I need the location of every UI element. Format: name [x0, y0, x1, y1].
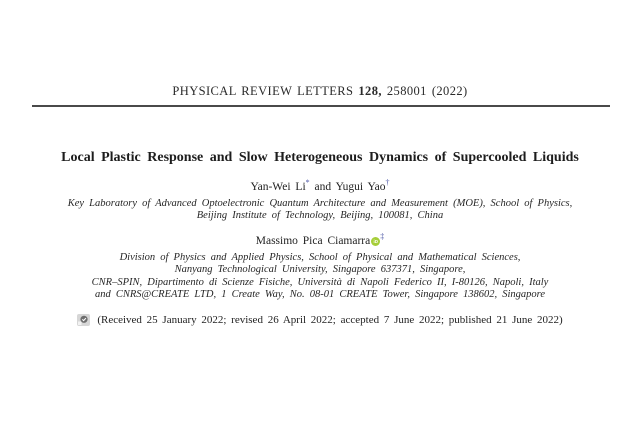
affiliation-line: Division of Physics and Applied Physics, School of Physical and Mathematical Sciences, — [119, 252, 521, 263]
header-divider-rule — [32, 105, 610, 107]
footnote-mark-dagger[interactable]: † — [385, 178, 390, 188]
footnote-mark-double-dagger[interactable]: ‡ — [380, 232, 385, 242]
affiliation-line: Beijing Institute of Technology, Beijing, 100081, China — [196, 210, 444, 222]
journal-volume: 128, — [358, 84, 382, 98]
journal-name: PHYSICAL REVIEW LETTERS — [172, 84, 359, 98]
authors-line-2 — [0, 232, 640, 247]
footnote-mark-asterisk[interactable]: * — [305, 178, 310, 188]
authors-conjunction: and — [309, 181, 336, 193]
orcid-icon[interactable]: iD — [371, 237, 380, 246]
affiliation-block-2 — [0, 252, 640, 301]
history-line — [0, 314, 640, 326]
affiliation-line: Key Laboratory of Advanced Optoelectronic Quantum Architecture and Measurement (MOE), School of Physics, — [67, 198, 573, 209]
author-yan-wei-li: Yan-Wei Li — [250, 181, 306, 193]
history-text: (Received 25 January 2022; revised 26 April 2022; accepted 7 June 2022; published 21 June 2022) — [97, 314, 563, 326]
affiliation-line: and CNRS@CREATE LTD, 1 Create Way, No. 08-01 CREATE Tower, Singapore 138602, Singapore — [94, 288, 546, 300]
affiliation-line: CNR–SPIN, Dipartimento di Scienze Fisiche, Università di Napoli Federico II, I-80126, Napoli, Italy — [91, 276, 549, 288]
journal-article-info: 258001 (2022) — [381, 84, 468, 98]
affiliation-line: Nanyang Technological University, Singapore 637371, Singapore, — [174, 264, 466, 276]
affiliation-block-1 — [0, 198, 640, 223]
authors-line-1 — [0, 178, 640, 193]
paper-title: Local Plastic Response and Slow Heterogeneous Dynamics of Supercooled Liquids — [61, 150, 579, 165]
author-massimo-pica-ciamarra: Massimo Pica Ciamarra — [255, 235, 371, 247]
author-yugui-yao: Yugui Yao — [335, 181, 386, 193]
journal-header — [0, 84, 640, 99]
crossmark-icon[interactable] — [77, 314, 90, 326]
